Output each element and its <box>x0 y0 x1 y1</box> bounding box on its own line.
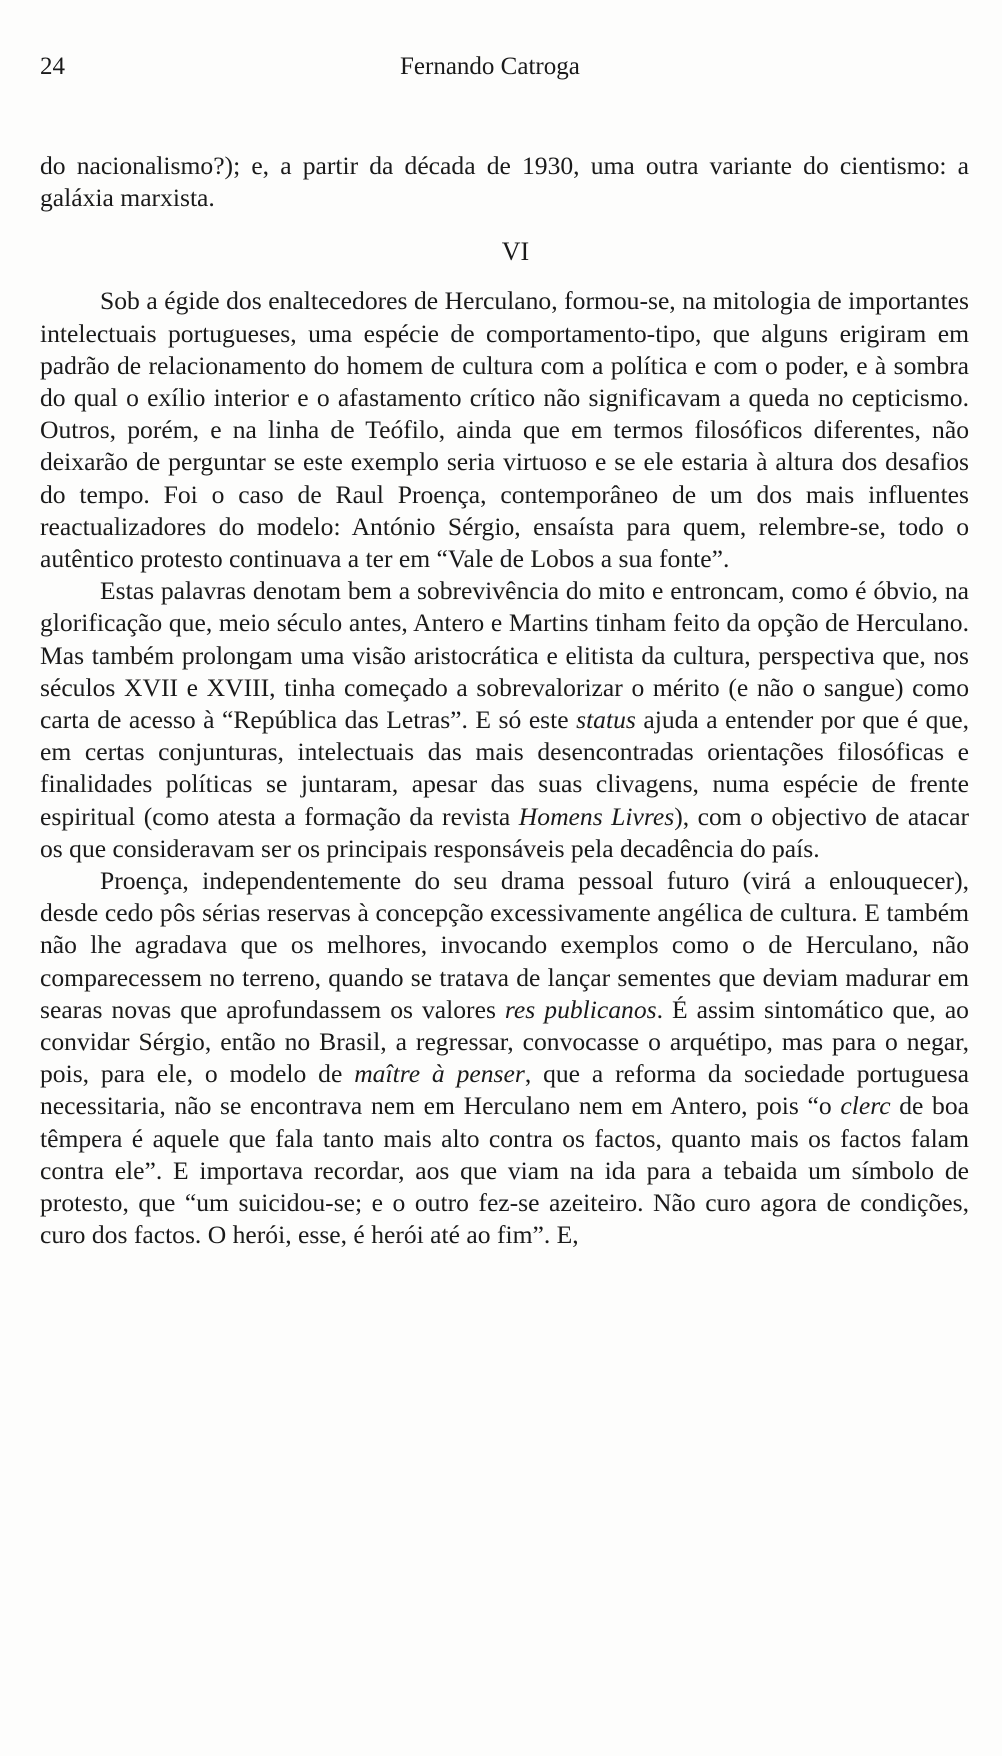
text-run: de boa têmpera é aquele que fala tanto mais alto contra os factos, quanto mais os factos falam contra ele”. E importava recordar, aos que viam na ida para a tebaida um símbolo de protesto, que “um suicidou-se; e o outro fez-se azeiteiro. Não curo agora de condições, curo dos factos. O herói, esse, é herói até ao fim”. E, <box>40 1091 969 1250</box>
italic-text-run: clerc <box>840 1091 891 1121</box>
italic-text-run: Homens Livres <box>518 801 675 831</box>
text-run: ajuda a entender por que é que, em certas conjunturas, intelectuais das mais desencontradas orientações filosóficas e finalidades políticas se juntaram, apesar das suas clivagens, numa espécie de frente espiritual (como atesta a formação da revista <box>40 705 969 831</box>
paragraph <box>40 865 969 1251</box>
section-heading: VI <box>501 237 530 267</box>
running-title: Fernando Catroga <box>400 53 580 80</box>
italic-text-run: maître à penser <box>354 1059 525 1089</box>
page-number: 24 <box>40 53 65 80</box>
text-run: Estas palavras denotam bem a sobrevivência do mito e entroncam, como é óbvio, na glorificação que, meio século antes, Antero e Martins tinham feito da opção de Herculano. Mas também prolongam uma visão aristocrática e elitista da cultura, perspectiva que, nos séculos XVII e XVIII, tinha começado a sobrevalorizar o mérito (e não o sangue) como carta de acesso à “República das Letras”. E só este <box>40 576 969 735</box>
running-header <box>40 52 1000 82</box>
body-text <box>40 150 969 1252</box>
text-run: , que a reforma da sociedade portuguesa necessitaria, não se encontrava nem em Herculano nem em Antero, pois “o <box>40 1059 970 1121</box>
italic-text-run: status <box>576 705 636 735</box>
text-run: Proença, independentemente do seu drama pessoal futuro (virá a enlouquecer), desde cedo pôs sérias reservas à concepção excessivamente angélica de cultura. E também não lhe agradava que os melhores, invocando exemplos como o de Herculano, não comparecessem no terreno, quando se tratava de lançar sementes que deviam madurar em searas novas que aprofundassem os valores <box>40 866 969 1024</box>
text-run: do nacionalismo?); e, a partir da década de 1930, uma outra variante do cientismo: a galáxia marxista. <box>40 151 969 213</box>
paragraph <box>40 575 969 865</box>
text-run: . É assim sintomático que, ao convidar Sérgio, então no Brasil, a regressar, convocasse o arquétipo, mas para o negar, pois, para ele, o modelo de <box>40 994 969 1089</box>
paragraph <box>40 150 969 214</box>
text-run: ), com o objectivo de atacar os que consideravam ser os principais responsáveis pela decadência do país. <box>40 801 969 863</box>
paragraph <box>40 285 969 575</box>
text-run: Sob a égide dos enaltecedores de Herculano, formou-se, na mitologia de importantes intelectuais portugueses, uma espécie de comportamento-tipo, que alguns erigiram em padrão de relacionamento do homem de cultura com a política e com o poder, e à sombra do qual o exílio interior e o afastamento crítico não significavam a queda no cepticismo. Outros, porém, e na linha de Teófilo, ainda que em termos filosóficos diferentes, não deixarão de perguntar se este exemplo seria virtuoso e se ele estaria à altura dos desafios do tempo. Foi o caso de Raul Proença, contemporâneo de um dos mais influentes reactualizadores do modelo: António Sérgio, ensaísta para quem, relembre-se, todo o autêntico protesto continuava a ter em “Vale de Lobos a sua fonte”. <box>40 286 969 574</box>
italic-text-run: res publicanos <box>504 994 657 1024</box>
